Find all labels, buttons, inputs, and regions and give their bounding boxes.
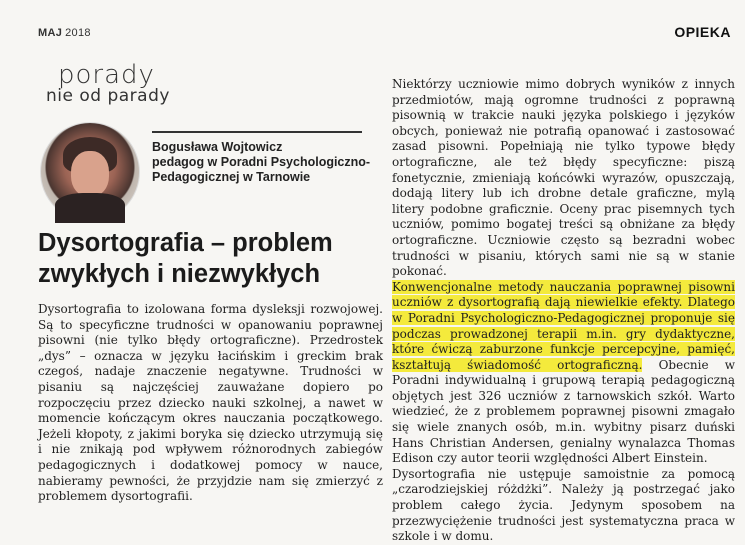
left-paragraph: Dysortografia to izolowana forma dysleksji rozwojowej. Są to specyficzne trudności w opanowaniu poprawnej pisowni (nie tylko błędy ortograficzne). Przedrostek „dys” – oznacza w języku łacińskim i greckim brak czegoś, nadaje znaczenie negatywne. Trudności w pisaniu są najczęściej zauważane dopiero po rozpoczęciu przez dziecko nauki szkolnej, a nawet w momencie kończącym okres nauczania początkowego. Jeżeli kłopoty, z jakimi boryka się dziecko utrzymują się i nie znikają pod wpływem różnorodnych zabiegów pedagogicznych i dodatkowej pomocy w nauce, nabieramy pewności, że przyjdzie nam się zmierzyć z problemem dysortografii. — [38, 302, 383, 504]
article-left-column — [38, 302, 383, 505]
issue-year: 2018 — [65, 27, 91, 39]
right-paragraph-2-rest: Obecnie w Poradni indywidualną i grupową terapią pedagogiczną objętych jest 326 uczniów z tarnowskich szkół. Warto wiedzieć, że z problemem poprawnej pisowni zmagało się wiele znanych osób, m.in. wybitny pisarz duński Hans Christian Andersen, genialny wynalazca Thomas Edison czy autor teorii względności Albert Einstein. — [392, 357, 735, 466]
issue-month: MAJ — [38, 27, 63, 39]
author-role: pedagog w Poradni Psychologiczno-Pedagogicznej w Tarnowie — [152, 155, 371, 184]
author-block — [152, 140, 382, 185]
column-logo — [36, 60, 196, 120]
article-title: Dysortografia – problem zwykłych i niezwykłych — [38, 229, 333, 288]
right-paragraph-1: Niektórzy uczniowie mimo dobrych wyników z innych przedmiotów, mają ogromne trudności z poprawną pisownią w trakcie nauki języka polskiego i języków obcych, ponieważ nie potrafią opanować i zastosować zasad pisowni. Popełniają nie tylko typowe błędy ortograficzne, ale też błędy specyficzne: piszą fonetycznie, zmieniają końcówki wyrazów, opuszczają, dodają litery lub ich drobne detale graficzne, mylą litery podobne graficznie. Oceny prac pisemnych tych uczniów, pomimo bogatej treści są obniżane za błędy ortograficzne. Uczniowie często są bezradni wobec trudności w pisaniu, których sami nie są w stanie pokonać. — [392, 77, 735, 279]
issue-date — [38, 27, 91, 39]
article-right-column — [392, 77, 735, 545]
author-divider — [152, 131, 362, 133]
right-paragraph-3: Dysortografia nie ustępuje samoistnie za pomocą „czarodziejskiej różdżki”. Należy ją postrzegać jako problem całego życia. Jedynym sposobem na przezwyciężenie trudności jest systematyczna praca w szkole i w domu. — [392, 466, 735, 544]
highlighted-text: Konwencjonalne metody nauczania poprawnej pisowni uczniów z dysortografią dają niewielkie efekty. Dlatego w Poradni Psychologiczno-Pedagogicznej proponuje się podczas prowadzonej terapii m.in. gry dydaktyczne, które ćwiczą zaburzone funkcje percepcyjne, pamięć, kształtują świadomość ortograficzną. — [392, 279, 735, 372]
right-paragraph-2 — [392, 280, 735, 467]
section-name: OPIEKA — [674, 24, 731, 40]
author-photo — [40, 122, 140, 222]
author-name: Bogusława Wojtowicz — [152, 140, 283, 154]
column-logo-line2: nie od parady — [46, 86, 170, 106]
column-logo-line1: porady — [58, 60, 155, 90]
